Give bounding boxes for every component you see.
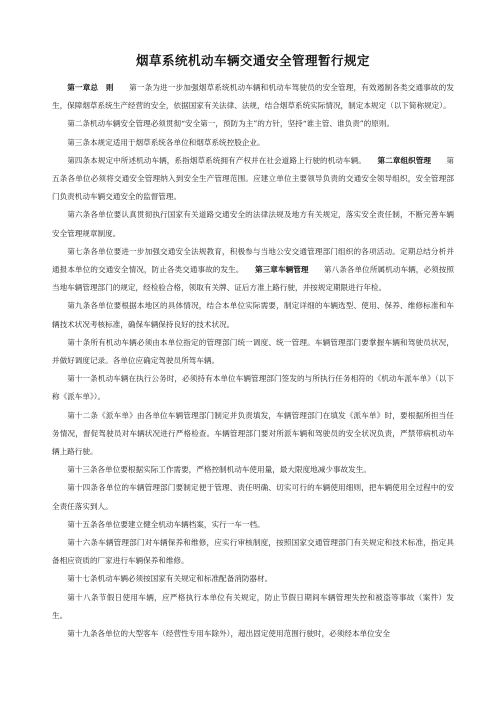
paragraph-text: 第十二条《派车单》由各单位车辆管理部门制定并负责填发，车辆管理部门在填发《派车单》时，要根据所担当任务情况，督促驾驶员对车辆状况进行严格检查。车辆管理部门要对所派车辆和驾驶员的安全状况负责，严禁带病机动车辆上路行驶。: [52, 410, 454, 457]
chapter-heading: 第一章总 则: [67, 83, 114, 92]
document-body: [52, 79, 454, 643]
paragraph-text: 第三条本规定适用于烟草系统各单位和烟草系统控股企业。: [67, 137, 265, 147]
chapter-heading: 第二章组织管理: [377, 155, 432, 165]
article-paragraph: [52, 461, 454, 479]
paragraph-text: 第四条本规定中所述机动车辆，系指烟草系统拥有产权并在社会道路上行驶的机动车辆。: [67, 155, 378, 165]
paragraph-text: 第七条各单位要进一步加强交通安全法规教育，积极参与当地公安交通管理部门组织的各项活动。定期总结分析并通报本单位的交通安全情况，防止各类交通事故的发生。: [52, 246, 454, 275]
article-paragraph: [52, 625, 454, 643]
paragraph-text: 第九条各单位要根据本地区的具体情况，结合本单位实际需要，制定详细的车辆选型、使用、保养、维修标准和车辆技术状况考核标准，确保车辆保持良好的技术状况。: [52, 301, 454, 329]
article-paragraph: [52, 152, 454, 207]
paragraph-text: 第十七条机动车辆必须按国家有关规定和标准配备消防器材。: [67, 574, 273, 584]
document-title: 烟草系统机动车辆交通安全管理暂行规定: [135, 53, 370, 68]
paragraph-text: 第十一条机动车辆在执行公务时，必须持有本单位车辆管理部门签发的与所执行任务相符的《机动车派车单》（以下称《派车单》）。: [52, 374, 454, 402]
paragraph-text: 第十条所有机动车辆必须由本单位指定的管理部门统一调度、统一管理。车辆管理部门要掌握车辆和驾驶员状况，并做好调度记录。各单位应确定驾驶员所驾车辆。: [52, 337, 454, 366]
paragraph-text: 第五条各单位必须将交通安全管理纳入到安全生产管理范围。应建立单位主要领导负责的交通安全领导组织，安全管理部门负责机动车辆交通安全的监督管理。: [52, 155, 455, 202]
article-paragraph: [52, 570, 454, 588]
article-paragraph: [52, 134, 454, 152]
paragraph-text: 第十八条节假日使用车辆，应严格执行本单位有关规定，防止节假日期间车辆管理失控和被盗等事故（案件）发生。: [52, 592, 454, 620]
paragraph-text: 第十四条各单位的车辆管理部门要制定便于管理、责任明确、切实可行的车辆使用细则，把车辆使用全过程中的安全责任落实到人。: [52, 483, 454, 511]
article-paragraph: [52, 479, 454, 515]
paragraph-text: 第二条机动车辆安全管理必须贯彻“安全第一，预防为主”的方针，坚持“谁主管、谁负责”的原则。: [67, 119, 395, 129]
paragraph-text: 第十六条车辆管理部门对车辆保养和维修，应实行审核制度，按照国家交通管理部门有关规定和技术标准，指定具备相应资质的厂家进行车辆保养和维修。: [52, 538, 454, 566]
article-paragraph: [52, 516, 454, 534]
article-paragraph: [52, 206, 454, 242]
chapter-heading: 第三章车辆管理: [254, 265, 309, 275]
article-paragraph: [52, 407, 454, 462]
article-paragraph: [52, 334, 454, 370]
article-paragraph: [52, 79, 454, 115]
article-paragraph: [52, 534, 454, 570]
article-paragraph: [52, 243, 454, 298]
paragraph-text: 第十三条各单位要根据实际工作需要，严格控制机动车使用量，最大限度地减少事故发生。: [67, 465, 371, 475]
article-paragraph: [52, 115, 454, 133]
article-paragraph: [52, 370, 454, 406]
article-paragraph: [52, 589, 454, 625]
paragraph-text: 第六条各单位要认真贯彻执行国家有关道路交通安全的法律法规及地方有关规定，落实安全责任制，不断完善车辆安全管理规章制度。: [52, 210, 454, 238]
paragraph-text: 第八条各单位所属机动车辆，必须按照当地车辆管理部门的规定，经检验合格，领取有关牌、证后方准上路行驶，并按规定期限进行年检。: [52, 265, 455, 293]
paragraph-text: 第十五条各单位要建立健全机动车辆档案，实行一车一档。: [67, 519, 265, 529]
article-paragraph: [52, 297, 454, 333]
paragraph-text: 第十九条各单位的大型客车（经营性专用车除外），超出固定使用范围行驶时，必须经本单位安全: [67, 629, 390, 639]
paragraph-text: 第一条为进一步加强烟草系统机动车辆和机动车驾驶员的安全管理，有效遏制各类交通事故的发生，保障烟草系统生产经营的安全，依据国家有关法律、法规，结合烟草系统实际情况，制定本规定（以下简称规定）。: [52, 83, 454, 111]
